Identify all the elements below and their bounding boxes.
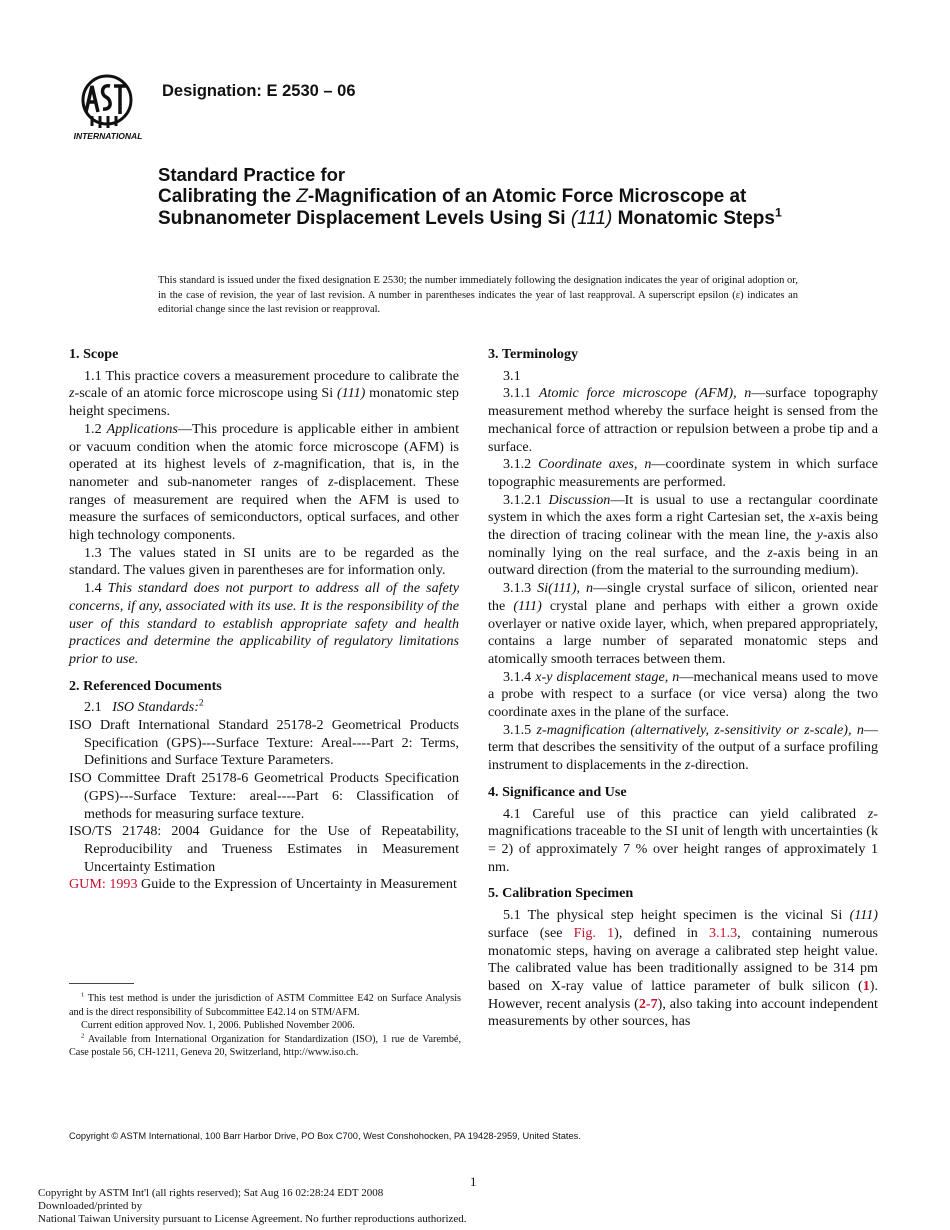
fig-1-link[interactable]: Fig. 1 (573, 924, 615, 941)
document-title (158, 164, 818, 230)
referenced-2-1: 2.1 ISO Standards:$^2$ (84, 697, 204, 716)
ref-item-3: ISO/TS 21748: 2004 Guidance for the Use of Repeatability, Reproducibility and Trueness Estimates in Measurement Uncertainty Estimation (69, 823, 459, 875)
scope-1-1: 1.1 This practice covers a measurement procedure to calibrate the z-scale of an atomic force microscope using Si (111) monatomic step height specimens. (69, 367, 459, 420)
footnotes (69, 992, 461, 1060)
term-3-1-5: 3.1.5 z-magnification (alternatively, z-sensitivity or z-scale), n—term that describes the sensitivity of the output of a surface profiling instrument to displacements in the z-direction. (488, 721, 878, 774)
astm-logo-graphic (70, 72, 150, 142)
designation: Designation: E 2530 – 06 (162, 82, 356, 100)
ref-item-gum: GUM: 1993 Guide to the Expression of Uncertainty in Measurement (69, 876, 457, 893)
footnote-2: $^2$ Available from International Organization for Standardization (ISO), 1 rue de Varembé, Case postale 56, CH-1211, Geneva 20, Switzerland, http://www.iso.ch. (69, 1032, 461, 1058)
issuance-notice: This standard is issued under the fixed designation E 2530; the number immediately following the designation indicates the year of original adoption or, in the case of revision, the year of last revision. A number in parentheses indicates the year of last reapproval. A superscript epsilon (ε) indicates an editorial change since the last revision or reapproval. (158, 275, 798, 315)
astm-logo (70, 72, 150, 142)
download-line-3: National Taiwan University pursuant to License Agreement. No further reproductions authorized. (38, 1213, 467, 1225)
term-3-1: 3.1 (503, 367, 521, 384)
term-3-1-1: 3.1.1 Atomic force microscope (AFM), n—surface topography measurement method whereby the surface height is sensed from the mechanical force of attraction or repulsion between a probe tip and a surface. (488, 385, 878, 455)
download-line-1: Copyright by ASTM Int'l (all rights reserved); Sat Aug 16 02:28:24 EDT 2008 (38, 1187, 384, 1199)
title-z: Z (296, 186, 308, 207)
section-heading-referenced: 2. Referenced Documents (69, 677, 222, 694)
download-line-2: Downloaded/printed by (38, 1200, 143, 1212)
title-line1: Standard Practice for (158, 164, 346, 185)
section-3-1-3-link[interactable]: 3.1.3 (708, 924, 738, 941)
term-3-1-4: 3.1.4 x-y displacement stage, n—mechanical means used to move a probe with respect to a surface (or vice versa) along the two coordinate axes in the plane of the surface. (488, 668, 878, 721)
term-3-1-3: 3.1.3 Si(111), n—single crystal surface of silicon, oriented near the (111) crystal plane and perhaps with either a grown oxide overlayer or native oxide layer, which, when prepared appropriately, contains a large number of separated monatomic steps and atomically smooth terraces between them. (488, 580, 878, 667)
term-3-1-2: 3.1.2 Coordinate axes, n—coordinate system in which surface topographic measurements are performed. (488, 456, 879, 490)
title-111: (111) (570, 208, 613, 229)
section-heading-specimen: 5. Calibration Specimen (488, 885, 634, 902)
ref-1-link[interactable]: 1 (862, 977, 870, 994)
term-3-1-2-1: 3.1.2.1 Discussion—It is usual to use a rectangular coordinate system in which the axes form a right Cartesian set, the x-axis being the direction of tracing colinear with the mean line, the y-axis also nominally lying on the real surface, and the z-axis being in an outward direction (from the material to the surrounding medium). (488, 491, 878, 579)
ref-2-7-link[interactable]: 2-7 (638, 995, 658, 1012)
ref-item-2: ISO Committee Draft 25178-6 Geometrical Products Specification (GPS)---Surface Texture: areal----Part 6: Classification of methods for measuring surface texture. (69, 770, 459, 822)
right-column (488, 346, 878, 1031)
gum-link[interactable]: GUM: 1993 (69, 876, 138, 893)
download-notice (38, 1187, 467, 1226)
significance-4-1: 4.1 Careful use of this practice can yield calibrated z-magnifications traceable to the SI unit of length with uncertainties (k = 2) of approximately 7 % over height ranges of approximately 1 nm. (488, 805, 878, 875)
copyright-line: Copyright © ASTM International, 100 Barr Harbor Drive, PO Box C700, West Conshohocken, PA 19428-2959, United States. (69, 1131, 581, 1141)
scope-1-3: 1.3 The values stated in SI units are to be regarded as the standard. The values given in parentheses are for information only. (69, 544, 459, 579)
title-main-post: -Magnification of an Atomic Force Microscope at Subnanometer Displacement Levels Using Si (158, 186, 747, 229)
title-main-end: Monatomic Steps (612, 208, 775, 229)
left-column (69, 346, 459, 894)
footnote-1b: Current edition approved Nov. 1, 2006. Published November 2006. (81, 1020, 355, 1031)
title-main-pre: Calibrating the (158, 186, 297, 207)
scope-1-4: 1.4 This standard does not purport to address all of the safety concerns, if any, associated with its use. It is the responsibility of the user of this standard to establish appropriate safety and health practices and determine the applicability of regulatory limitations prior to use. (69, 580, 459, 667)
section-heading-scope: 1. Scope (69, 346, 119, 362)
scope-1-2: 1.2 Applications—This procedure is applicable either in ambient or vacuum condition when the atomic force microscope (AFM) is operated at its highest levels of z-magnification, that is, in the nanometer and sub-nanometer ranges of z-displacement. These ranges of measurement are required when the AFM is used to measure the surfaces of semiconductors, optical surfaces, and other high technology components. (69, 420, 460, 544)
title-footnote-mark[interactable]: 1 (774, 205, 782, 220)
footnote-divider (69, 983, 134, 984)
footnote-1: $^1$ This test method is under the jurisdiction of ASTM Committee E42 on Surface Analysis and is the direct responsibility of Subcommittee E42.14 on STM/AFM. (69, 991, 461, 1018)
section-heading-terminology: 3. Terminology (488, 346, 579, 362)
footnote-2-mark[interactable]: 2 (198, 697, 204, 708)
section-heading-significance: 4. Significance and Use (488, 783, 627, 800)
logo-text: INTERNATIONAL (73, 131, 143, 141)
ref-item-1: ISO Draft International Standard 25178-2 Geometrical Products Specification (GPS)---Surface Texture: Areal----Part 2: Terms, Definitions and Surface Texture Parameters. (69, 717, 459, 769)
page-number: 1 (470, 1174, 477, 1189)
specimen-5-1: 5.1 The physical step height specimen is the vicinal Si (111) surface (see Fig. 1), defined in 3.1.3, containing numerous monatomic steps, having on average a calibrated step height value. The calibrated value has been traditionally assigned to be 314 pm based on X-ray value of lattice parameter of bulk silicon (1). However, recent analysis (2-7), also taking into account independent measurements by other sources, has (488, 907, 878, 1030)
